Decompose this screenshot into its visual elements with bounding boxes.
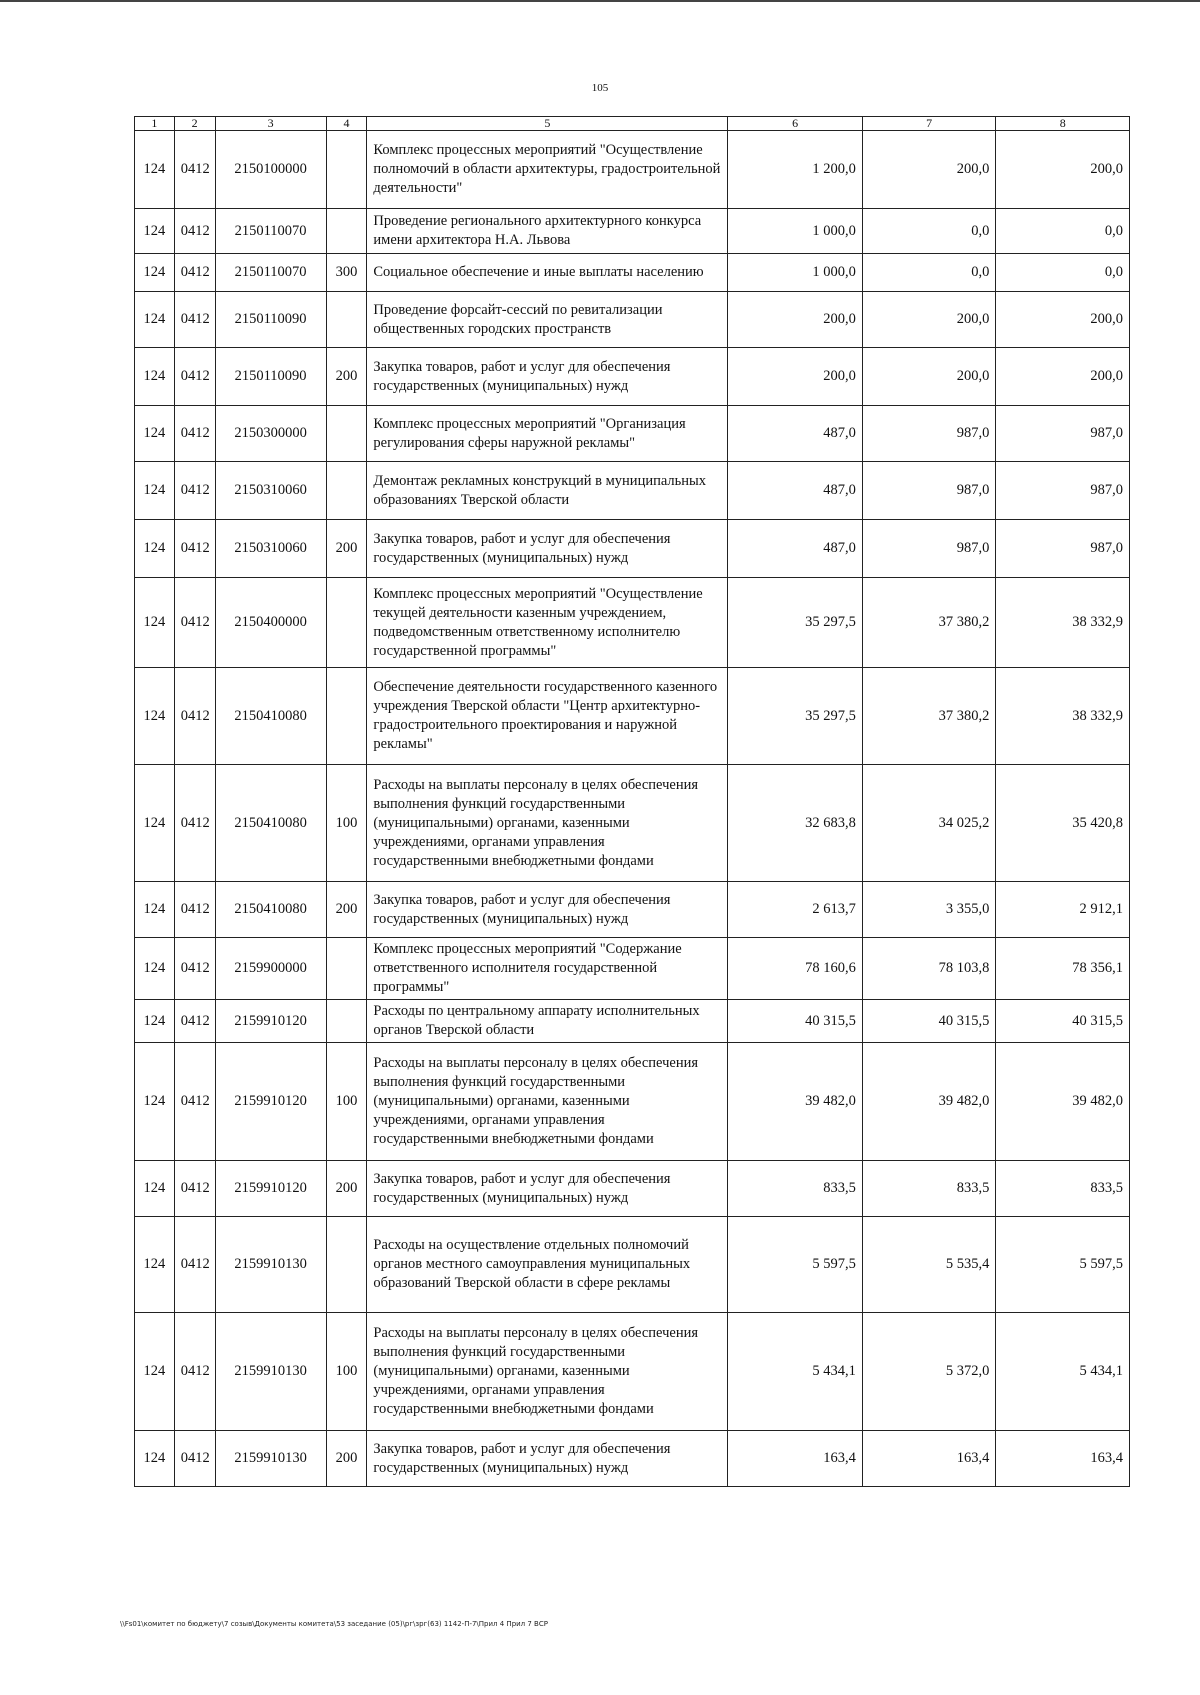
target-article-cell: 2150310060 — [215, 462, 326, 520]
table-row — [135, 1313, 1130, 1431]
expense-type-cell: 200 — [326, 520, 367, 578]
amount-col6-cell: 35 297,5 — [728, 668, 863, 765]
target-article-cell: 2159910130 — [215, 1217, 326, 1313]
amount-col8-cell: 38 332,9 — [996, 578, 1130, 668]
amount-col6-cell: 487,0 — [728, 406, 863, 462]
admin-code-cell: 124 — [135, 1313, 175, 1431]
table-row — [135, 1043, 1130, 1161]
section-code-cell: 0412 — [174, 882, 215, 938]
table-row — [135, 209, 1130, 254]
target-article-cell: 2159910120 — [215, 1161, 326, 1217]
description-cell: Обеспечение деятельности государственного казенного учреждения Тверской области "Центр архитектурно-градостроительного проектирования и наружной рекламы" — [367, 668, 728, 765]
amount-col6-cell: 487,0 — [728, 520, 863, 578]
target-article-cell: 2150400000 — [215, 578, 326, 668]
budget-table — [134, 116, 1130, 1487]
table-row — [135, 1217, 1130, 1313]
amount-col8-cell: 987,0 — [996, 462, 1130, 520]
amount-col7-cell: 5 535,4 — [862, 1217, 996, 1313]
description-cell: Комплекс процессных мероприятий "Осуществление текущей деятельности казенным учреждением, подведомственным ответственному исполнителю государственной программы" — [367, 578, 728, 668]
amount-col7-cell: 987,0 — [862, 520, 996, 578]
expense-type-cell: 100 — [326, 765, 367, 882]
description-cell: Закупка товаров, работ и услуг для обеспечения государственных (муниципальных) нужд — [367, 520, 728, 578]
amount-col7-cell: 0,0 — [862, 209, 996, 254]
admin-code-cell: 124 — [135, 882, 175, 938]
admin-code-cell: 124 — [135, 348, 175, 406]
amount-col6-cell: 5 597,5 — [728, 1217, 863, 1313]
amount-col7-cell: 200,0 — [862, 131, 996, 209]
amount-col7-cell: 987,0 — [862, 462, 996, 520]
amount-col6-cell: 1 000,0 — [728, 209, 863, 254]
expense-type-cell: 200 — [326, 1431, 367, 1487]
description-cell: Расходы на выплаты персоналу в целях обеспечения выполнения функций государственными (муниципальными) органами, казенными учреждениями, органами управления государственными внебюджетными фондами — [367, 1043, 728, 1161]
amount-col8-cell: 200,0 — [996, 348, 1130, 406]
amount-col7-cell: 37 380,2 — [862, 668, 996, 765]
amount-col6-cell: 40 315,5 — [728, 1000, 863, 1043]
section-code-cell: 0412 — [174, 406, 215, 462]
amount-col8-cell: 5 434,1 — [996, 1313, 1130, 1431]
amount-col7-cell: 5 372,0 — [862, 1313, 996, 1431]
amount-col7-cell: 37 380,2 — [862, 578, 996, 668]
description-cell: Расходы на выплаты персоналу в целях обеспечения выполнения функций государственными (муниципальными) органами, казенными учреждениями, органами управления государственными внебюджетными фондами — [367, 765, 728, 882]
section-code-cell: 0412 — [174, 578, 215, 668]
amount-col6-cell: 833,5 — [728, 1161, 863, 1217]
target-article-cell: 2150110070 — [215, 254, 326, 292]
section-code-cell: 0412 — [174, 520, 215, 578]
amount-col6-cell: 78 160,6 — [728, 938, 863, 1000]
table-row — [135, 462, 1130, 520]
column-header: 5 — [367, 117, 728, 131]
section-code-cell: 0412 — [174, 938, 215, 1000]
table-row — [135, 882, 1130, 938]
admin-code-cell: 124 — [135, 131, 175, 209]
table-row — [135, 578, 1130, 668]
amount-col8-cell: 163,4 — [996, 1431, 1130, 1487]
amount-col6-cell: 163,4 — [728, 1431, 863, 1487]
column-header: 1 — [135, 117, 175, 131]
target-article-cell: 2150300000 — [215, 406, 326, 462]
amount-col8-cell: 833,5 — [996, 1161, 1130, 1217]
expense-type-cell: 100 — [326, 1043, 367, 1161]
admin-code-cell: 124 — [135, 209, 175, 254]
column-header: 2 — [174, 117, 215, 131]
table-row — [135, 765, 1130, 882]
amount-col6-cell: 5 434,1 — [728, 1313, 863, 1431]
admin-code-cell: 124 — [135, 406, 175, 462]
admin-code-cell: 124 — [135, 1431, 175, 1487]
section-code-cell: 0412 — [174, 668, 215, 765]
footer-file-path: \\Fs01\комитет по бюджету\7 созыв\Документы комитета\53 заседание (05)\рг\зрг(63) 1142-П-7\Прил 4 Прил 7 ВСР — [120, 1620, 548, 1628]
amount-col8-cell: 0,0 — [996, 254, 1130, 292]
column-header: 3 — [215, 117, 326, 131]
expense-type-cell: 100 — [326, 1313, 367, 1431]
amount-col8-cell: 39 482,0 — [996, 1043, 1130, 1161]
expense-type-cell: 200 — [326, 882, 367, 938]
table-row — [135, 1000, 1130, 1043]
admin-code-cell: 124 — [135, 520, 175, 578]
amount-col6-cell: 1 200,0 — [728, 131, 863, 209]
section-code-cell: 0412 — [174, 131, 215, 209]
page-number: 105 — [591, 82, 609, 94]
target-article-cell: 2150110070 — [215, 209, 326, 254]
amount-col8-cell: 40 315,5 — [996, 1000, 1130, 1043]
target-article-cell: 2150410080 — [215, 765, 326, 882]
amount-col8-cell: 200,0 — [996, 292, 1130, 348]
description-cell: Расходы на выплаты персоналу в целях обеспечения выполнения функций государственными (муниципальными) органами, казенными учреждениями, органами управления государственными внебюджетными фондами — [367, 1313, 728, 1431]
section-code-cell: 0412 — [174, 1043, 215, 1161]
amount-col6-cell: 32 683,8 — [728, 765, 863, 882]
section-code-cell: 0412 — [174, 1000, 215, 1043]
amount-col8-cell: 200,0 — [996, 131, 1130, 209]
section-code-cell: 0412 — [174, 1161, 215, 1217]
column-header: 7 — [862, 117, 996, 131]
target-article-cell: 2150110090 — [215, 292, 326, 348]
table-row — [135, 938, 1130, 1000]
section-code-cell: 0412 — [174, 348, 215, 406]
amount-col8-cell: 0,0 — [996, 209, 1130, 254]
table-row — [135, 668, 1130, 765]
description-cell: Комплекс процессных мероприятий "Содержание ответственного исполнителя государственной программы" — [367, 938, 728, 1000]
amount-col8-cell: 5 597,5 — [996, 1217, 1130, 1313]
table-row — [135, 348, 1130, 406]
amount-col7-cell: 987,0 — [862, 406, 996, 462]
top-edge-rule — [0, 0, 1200, 2]
section-code-cell: 0412 — [174, 1313, 215, 1431]
table-row — [135, 131, 1130, 209]
amount-col6-cell: 39 482,0 — [728, 1043, 863, 1161]
description-cell: Комплекс процессных мероприятий "Осуществление полномочий в области архитектуры, градостроительной деятельности" — [367, 131, 728, 209]
admin-code-cell: 124 — [135, 1217, 175, 1313]
admin-code-cell: 124 — [135, 765, 175, 882]
admin-code-cell: 124 — [135, 1161, 175, 1217]
description-cell: Закупка товаров, работ и услуг для обеспечения государственных (муниципальных) нужд — [367, 348, 728, 406]
section-code-cell: 0412 — [174, 1431, 215, 1487]
section-code-cell: 0412 — [174, 765, 215, 882]
amount-col7-cell: 200,0 — [862, 292, 996, 348]
description-cell: Социальное обеспечение и иные выплаты населению — [367, 254, 728, 292]
expense-type-cell — [326, 668, 367, 765]
description-cell: Комплекс процессных мероприятий "Организация регулирования сферы наружной рекламы" — [367, 406, 728, 462]
admin-code-cell: 124 — [135, 668, 175, 765]
amount-col7-cell: 833,5 — [862, 1161, 996, 1217]
expense-type-cell: 300 — [326, 254, 367, 292]
admin-code-cell: 124 — [135, 578, 175, 668]
admin-code-cell: 124 — [135, 462, 175, 520]
expense-type-cell — [326, 292, 367, 348]
section-code-cell: 0412 — [174, 209, 215, 254]
description-cell: Закупка товаров, работ и услуг для обеспечения государственных (муниципальных) нужд — [367, 1431, 728, 1487]
admin-code-cell: 124 — [135, 938, 175, 1000]
admin-code-cell: 124 — [135, 292, 175, 348]
section-code-cell: 0412 — [174, 462, 215, 520]
column-number-row — [135, 117, 1130, 131]
amount-col7-cell: 78 103,8 — [862, 938, 996, 1000]
admin-code-cell: 124 — [135, 1043, 175, 1161]
target-article-cell: 2159900000 — [215, 938, 326, 1000]
admin-code-cell: 124 — [135, 254, 175, 292]
amount-col6-cell: 35 297,5 — [728, 578, 863, 668]
target-article-cell: 2159910120 — [215, 1043, 326, 1161]
expense-type-cell — [326, 578, 367, 668]
target-article-cell: 2159910130 — [215, 1431, 326, 1487]
amount-col6-cell: 200,0 — [728, 292, 863, 348]
table-row — [135, 254, 1130, 292]
description-cell: Проведение форсайт-сессий по ревитализации общественных городских пространств — [367, 292, 728, 348]
amount-col8-cell: 35 420,8 — [996, 765, 1130, 882]
expense-type-cell — [326, 406, 367, 462]
admin-code-cell: 124 — [135, 1000, 175, 1043]
description-cell: Расходы по центральному аппарату исполнительных органов Тверской области — [367, 1000, 728, 1043]
amount-col6-cell: 2 613,7 — [728, 882, 863, 938]
table-row — [135, 292, 1130, 348]
amount-col8-cell: 78 356,1 — [996, 938, 1130, 1000]
table-row — [135, 406, 1130, 462]
expense-type-cell — [326, 209, 367, 254]
amount-col7-cell: 34 025,2 — [862, 765, 996, 882]
amount-col8-cell: 987,0 — [996, 406, 1130, 462]
amount-col8-cell: 987,0 — [996, 520, 1130, 578]
amount-col7-cell: 39 482,0 — [862, 1043, 996, 1161]
expense-type-cell — [326, 1000, 367, 1043]
description-cell: Закупка товаров, работ и услуг для обеспечения государственных (муниципальных) нужд — [367, 1161, 728, 1217]
expense-type-cell — [326, 131, 367, 209]
target-article-cell: 2159910130 — [215, 1313, 326, 1431]
target-article-cell: 2150410080 — [215, 668, 326, 765]
expense-type-cell: 200 — [326, 1161, 367, 1217]
target-article-cell: 2150100000 — [215, 131, 326, 209]
expense-type-cell: 200 — [326, 348, 367, 406]
description-cell: Демонтаж рекламных конструкций в муниципальных образованиях Тверской области — [367, 462, 728, 520]
column-header: 8 — [996, 117, 1130, 131]
target-article-cell: 2150110090 — [215, 348, 326, 406]
amount-col7-cell: 3 355,0 — [862, 882, 996, 938]
amount-col7-cell: 200,0 — [862, 348, 996, 406]
description-cell: Проведение регионального архитектурного конкурса имени архитектора Н.А. Львова — [367, 209, 728, 254]
amount-col6-cell: 1 000,0 — [728, 254, 863, 292]
table-row — [135, 520, 1130, 578]
expense-type-cell — [326, 462, 367, 520]
target-article-cell: 2150410080 — [215, 882, 326, 938]
target-article-cell: 2150310060 — [215, 520, 326, 578]
section-code-cell: 0412 — [174, 292, 215, 348]
amount-col7-cell: 0,0 — [862, 254, 996, 292]
amount-col6-cell: 487,0 — [728, 462, 863, 520]
table-row — [135, 1431, 1130, 1487]
amount-col7-cell: 40 315,5 — [862, 1000, 996, 1043]
amount-col6-cell: 200,0 — [728, 348, 863, 406]
section-code-cell: 0412 — [174, 1217, 215, 1313]
column-header: 4 — [326, 117, 367, 131]
column-header: 6 — [728, 117, 863, 131]
amount-col8-cell: 38 332,9 — [996, 668, 1130, 765]
amount-col8-cell: 2 912,1 — [996, 882, 1130, 938]
description-cell: Закупка товаров, работ и услуг для обеспечения государственных (муниципальных) нужд — [367, 882, 728, 938]
expense-type-cell — [326, 1217, 367, 1313]
table-row — [135, 1161, 1130, 1217]
description-cell: Расходы на осуществление отдельных полномочий органов местного самоуправления муниципальных образований Тверской области в сфере рекламы — [367, 1217, 728, 1313]
expense-type-cell — [326, 938, 367, 1000]
section-code-cell: 0412 — [174, 254, 215, 292]
target-article-cell: 2159910120 — [215, 1000, 326, 1043]
amount-col7-cell: 163,4 — [862, 1431, 996, 1487]
